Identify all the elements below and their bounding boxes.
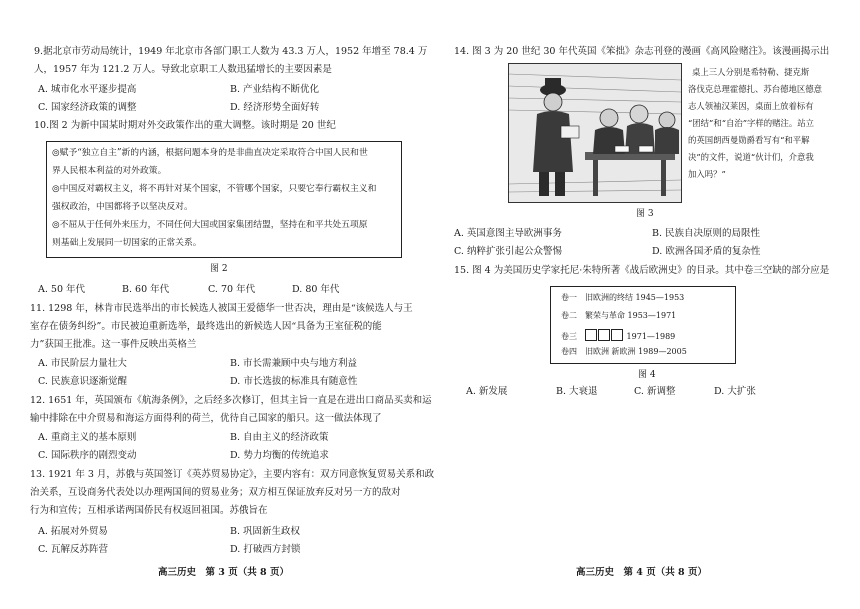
q9-stem-line-1: 9.据北京市劳动局统计，1949 年北京市各部门职工人数为 43.3 万人，1952 年增至 78.4 万 [34,46,428,57]
figure-3-text-line-4: “团结”和“自治”字样的赌注。站立 [688,118,815,128]
q11-stem-line-3: 力”获国王批准。这一事件反映出英格兰 [30,339,197,350]
q10-option-b[interactable]: B. 60 年代 [122,284,170,295]
q9-option-b[interactable]: B. 产业结构不断优化 [230,84,320,95]
figure-3-text-line-5: 的英国朗西曼勋爵看写有“和平解 [688,135,810,145]
toc-volume-2 [561,311,676,321]
q13-option-a[interactable]: A. 拓展对外贸易 [38,526,108,537]
figure-2-line-4: 强权政治，中国都将予以坚决反对。 [52,202,193,212]
q15-option-a[interactable]: A. 新发展 [466,386,508,397]
q9-option-d[interactable]: D. 经济形势全面好转 [230,102,320,113]
toc-volume-1 [561,293,684,303]
figure-4-caption: 图 4 [638,370,656,380]
figure-2-line-5: ◎不屈从于任何外来压力，不同任何大国或国家集团结盟，坚持在和平共处五项原 [52,220,368,230]
q12-stem-line-1: 12. 1651 年，英国颁布《航海条例》，之后经多次修订，但其主旨一直是在进出口商品买卖和运 [30,395,432,406]
figure-3-text-line-2: 洛伐克总理霍德扎、苏台德地区德意 [688,84,822,94]
figure-3-caption: 图 3 [636,209,654,219]
q11-option-b[interactable]: B. 市长需兼顾中央与地方利益 [230,358,358,369]
figure-2-line-2: 界人民根本利益的对外政策。 [52,166,167,176]
figure-3-text-line-1: 桌上三人分别是希特勒、捷克斯 [692,67,810,77]
q14-option-a[interactable]: A. 英国意图主导欧洲事务 [454,228,562,239]
q10-option-c[interactable]: C. 70 年代 [208,284,256,295]
toc-volume-3-label: 卷三 [561,332,577,341]
toc-volume-1-title: 旧欧洲的终结 1945—1953 [585,293,685,302]
q13-stem-line-1: 13. 1921 年 3 月，苏俄与英国签订《英苏贸易协定》，主要内容有：双方同意恢复贸易关系和政 [30,469,435,480]
q13-option-b[interactable]: B. 巩固新生政权 [230,526,301,537]
q14-option-d[interactable]: D. 欧洲各国矛盾的复杂性 [652,246,761,257]
figure-3-text-line-6: 决”的文件，说道“伙计们，介意我 [688,152,814,162]
q10-option-a[interactable]: A. 50 年代 [38,284,86,295]
right-page-footer: 高三历史 第 4 页（共 8 页） [576,567,707,578]
toc-volume-4-label: 卷四 [561,347,577,356]
figure-3-text-line-7: 加入吗？” [688,169,726,179]
toc-volume-4-title: 旧欧洲 新欧洲 1989—2005 [585,347,687,356]
q12-option-a[interactable]: A. 重商主义的基本原则 [38,432,137,443]
q12-option-b[interactable]: B. 自由主义的经济政策 [230,432,329,443]
q14-option-c[interactable]: C. 纳粹扩张引起公众警惕 [454,246,562,257]
q14-option-b[interactable]: B. 民族自决原则的局限性 [652,228,761,239]
q13-stem-line-2: 治关系，互设商务代表处以办理两国间的贸易业务；双方相互保证放弃反对另一方的敌对 [30,487,401,498]
q12-option-c[interactable]: C. 国际秩序的剧烈变动 [38,450,137,461]
blank-box-3 [611,329,623,341]
blank-box-2 [598,329,610,341]
q11-stem-line-2: 室存在债务纠纷”。市民被迫重新选举，最终选出的新候选人因“具备为王室征税的能 [30,321,382,332]
q11-stem-line-1: 11. 1298 年，林肯市民选举出的市长候选人被国王爱德华一世否决，理由是“该候选人与王 [30,303,413,314]
toc-volume-4 [561,347,687,357]
q15-option-b[interactable]: B. 大衰退 [556,386,598,397]
toc-volume-3-title: 1971—1989 [626,332,676,341]
toc-volume-2-title: 繁荣与革命 1953—1971 [585,311,677,320]
figure-3-text-line-3: 志人领袖汉莱因，桌面上放着标有 [688,101,814,111]
q13-stem-line-3: 行为和宣传；互相承诺两国侨民有权返回祖国。苏俄旨在 [30,505,268,516]
q13-option-c[interactable]: C. 瓦解反苏阵营 [38,544,108,555]
blank-box-1 [585,329,597,341]
figure-2-line-3: ◎中国反对霸权主义，将不再针对某个国家，不管哪个国家，只要它奉行霸权主义和 [52,184,377,194]
q9-option-a[interactable]: A. 城市化水平逐步提高 [38,84,137,95]
toc-volume-1-label: 卷一 [561,293,577,302]
figure-2-caption: 图 2 [210,264,228,274]
q11-option-a[interactable]: A. 市民阶层力量壮大 [38,358,127,369]
figure-2-line-6: 则基础上发展同一切国家的正常关系。 [52,238,202,248]
q10-option-d[interactable]: D. 80 年代 [292,284,340,295]
figure-2-line-1: ◎赋予“独立自主”新的内涵，根据问题本身的是非曲直决定采取符合中国人民和世 [52,148,368,158]
q9-stem-line-2: 人，1957 年为 121.2 万人。导致北京职工人数迅猛增长的主要因素是 [34,64,332,75]
q10-stem-line-1: 10.图 2 为新中国某时期对外交政策作出的重大调整。该时期是 20 世纪 [34,120,336,131]
figure-4-contents-box [550,286,736,364]
q13-option-d[interactable]: D. 打破西方封锁 [230,544,301,555]
q15-option-d[interactable]: D. 大扩张 [714,386,756,397]
q9-option-c[interactable]: C. 国家经济政策的调整 [38,102,137,113]
toc-volume-2-label: 卷二 [561,311,577,320]
q12-stem-line-2: 输中排除在中介贸易和海运方面得利的荷兰，优待自己国家的船只。这一做法体现了 [30,413,382,424]
left-page-footer: 高三历史 第 3 页（共 8 页） [158,567,289,578]
q14-stem-line-1: 14. 图 3 为 20 世纪 30 年代英国《笨拙》杂志刊登的漫画《高风险赌注》。该漫画揭示出 [454,46,830,57]
q15-option-c[interactable]: C. 新调整 [634,386,676,397]
q15-stem-line-1: 15. 图 4 为美国历史学家托尼·朱特所著《战后欧洲史》的目录。其中卷三空缺的部分应是 [454,265,830,276]
cartoon-illustration [509,64,681,202]
q11-option-d[interactable]: D. 市长选拔的标准具有随意性 [230,376,358,387]
q12-option-d[interactable]: D. 势力均衡的传统追求 [230,450,329,461]
figure-3-cartoon [508,63,682,203]
toc-volume-3 [561,329,675,342]
figure-2-box [46,141,402,258]
q11-option-c[interactable]: C. 民族意识逐渐觉醒 [38,376,127,387]
